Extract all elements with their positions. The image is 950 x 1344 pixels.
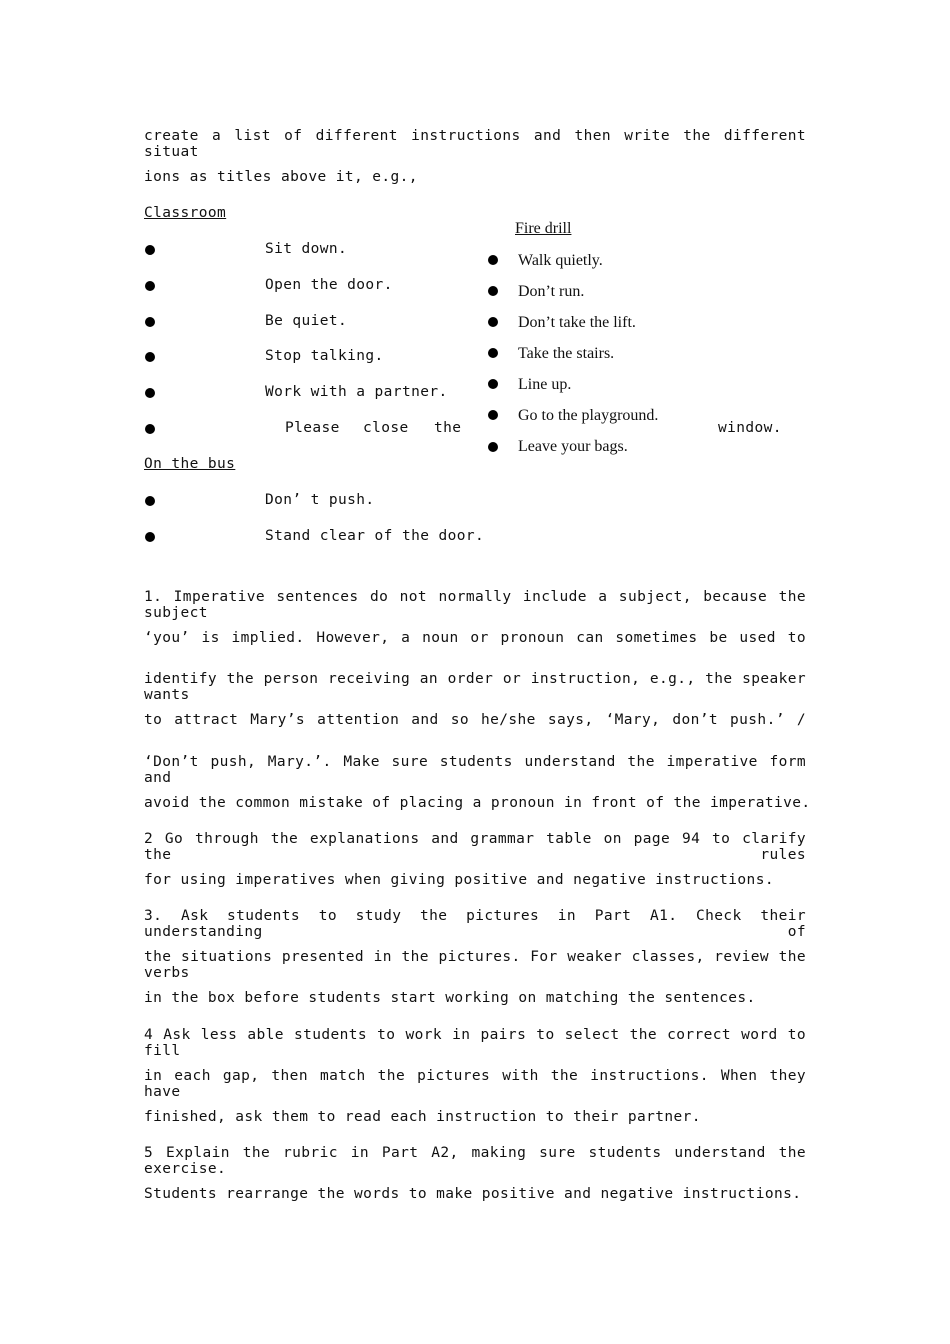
bullet-icon: [145, 532, 155, 542]
bus-heading: On the bus: [144, 456, 236, 472]
note-2-line: 2 Go through the explanations and grammar table on page 94 to clarify the rules: [144, 831, 806, 863]
note-3-line: the situations presented in the pictures. For weaker classes, review the verbs: [144, 949, 806, 981]
classroom-item-word: Please: [285, 420, 340, 436]
fire-drill-item: Don’t take the lift.: [518, 314, 636, 331]
bus-item: Stand clear of the door.: [265, 528, 485, 544]
bullet-icon: [145, 496, 155, 506]
bullet-icon: [145, 245, 155, 255]
bullet-icon: [145, 388, 155, 398]
note-4-line: finished, ask them to read each instruction to their partner.: [144, 1109, 701, 1125]
bullet-icon: [145, 317, 155, 327]
note-1-line: identify the person receiving an order or instruction, e.g., the speaker wants: [144, 671, 806, 703]
note-3-line: in the box before students start working on matching the sentences.: [144, 990, 756, 1006]
bullet-icon: [488, 286, 498, 296]
bullet-icon: [488, 348, 498, 358]
intro-line-2: ions as titles above it, e.g.,: [144, 169, 418, 185]
bullet-icon: [145, 424, 155, 434]
bullet-icon: [145, 281, 155, 291]
bullet-icon: [488, 317, 498, 327]
bus-item: Don’ t push.: [265, 492, 375, 508]
classroom-item-word: window.: [718, 420, 782, 436]
classroom-item: Sit down.: [265, 241, 348, 257]
bullet-icon: [488, 379, 498, 389]
bullet-icon: [488, 442, 498, 452]
note-1-line: ‘you’ is implied. However, a noun or pronoun can sometimes be used to: [144, 630, 806, 646]
note-2-line: for using imperatives when giving positive and negative instructions.: [144, 872, 774, 888]
classroom-item-word: the: [434, 420, 462, 436]
fire-drill-item: Leave your bags.: [518, 438, 628, 455]
fire-drill-item: Line up.: [518, 376, 572, 393]
fire-drill-item: Take the stairs.: [518, 345, 615, 362]
bullet-icon: [488, 255, 498, 265]
bullet-icon: [488, 410, 498, 420]
classroom-heading: Classroom: [144, 205, 227, 221]
classroom-item: Open the door.: [265, 277, 393, 293]
note-1-line: 1. Imperative sentences do not normally include a subject, because the subject: [144, 589, 806, 621]
classroom-item: Work with a partner.: [265, 384, 448, 400]
bullet-icon: [145, 352, 155, 362]
note-4-line: 4 Ask less able students to work in pairs to select the correct word to fill: [144, 1027, 806, 1059]
note-4-line: in each gap, then match the pictures with the instructions. When they have: [144, 1068, 806, 1100]
fire-drill-item: Walk quietly.: [518, 252, 603, 269]
note-3-line: 3. Ask students to study the pictures in Part A1. Check their understanding of: [144, 908, 806, 940]
intro-line-1: create a list of different instructions and then write the different situat: [144, 128, 806, 160]
fire-drill-heading: Fire drill: [515, 220, 572, 237]
classroom-item: Stop talking.: [265, 348, 384, 364]
classroom-item: Be quiet.: [265, 313, 348, 329]
note-5-line: Students rearrange the words to make positive and negative instructions.: [144, 1186, 802, 1202]
fire-drill-item: Go to the playground.: [518, 407, 659, 424]
fire-drill-item: Don’t run.: [518, 283, 585, 300]
note-5-line: 5 Explain the rubric in Part A2, making sure students understand the exercise.: [144, 1145, 806, 1177]
note-1-line: to attract Mary’s attention and so he/she says, ‘Mary, don’t push.’ /: [144, 712, 806, 728]
classroom-item-word: close: [363, 420, 409, 436]
note-1-line: avoid the common mistake of placing a pronoun in front of the imperative.: [144, 795, 811, 811]
note-1-line: ‘Don’t push, Mary.’. Make sure students understand the imperative form and: [144, 754, 806, 786]
